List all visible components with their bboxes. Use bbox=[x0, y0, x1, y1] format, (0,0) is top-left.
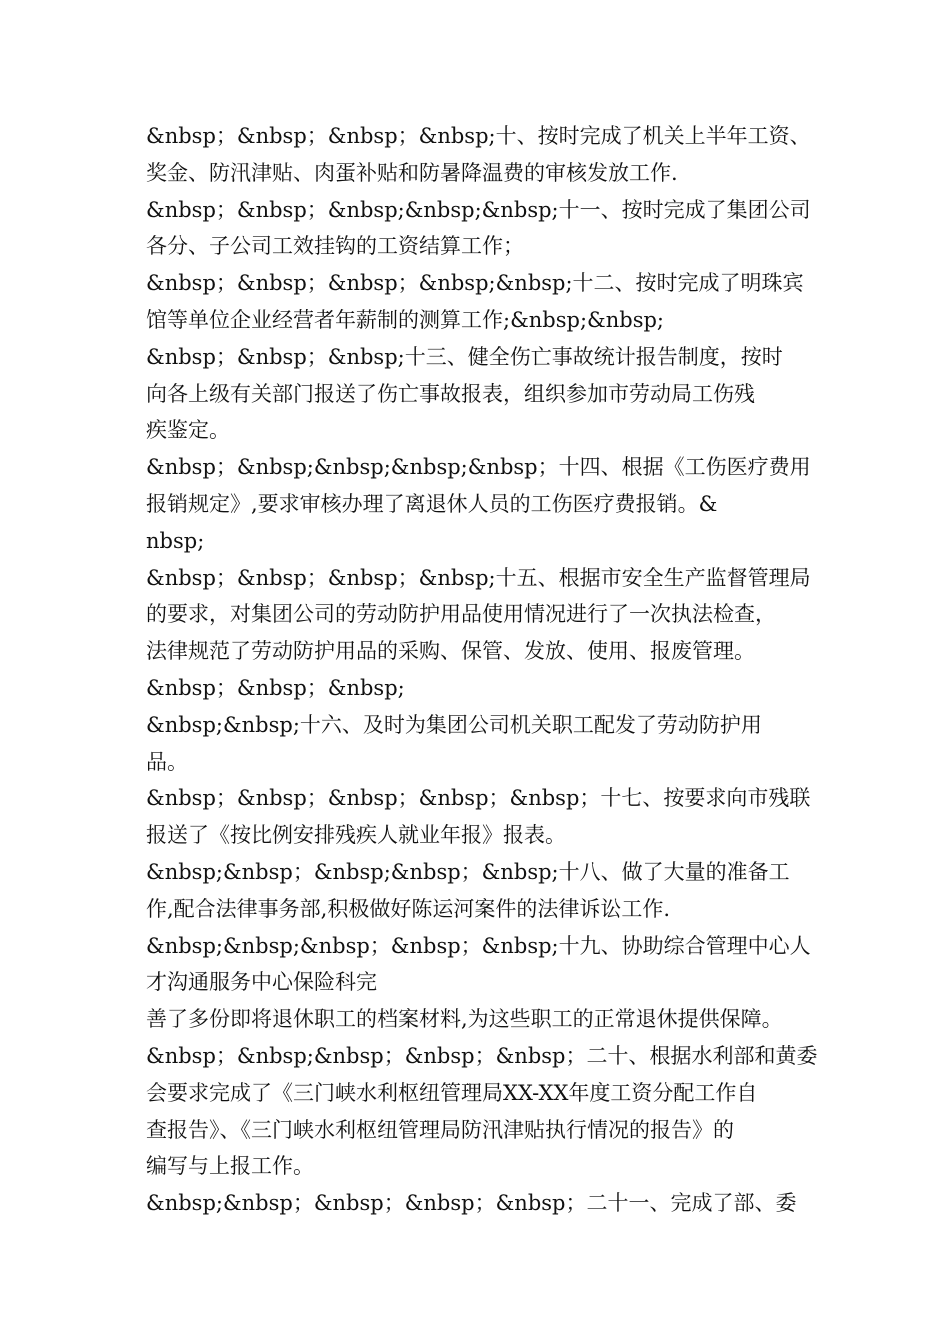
text-line: 才沟通服务中心保险科完 bbox=[146, 970, 377, 995]
text-line: 法律规范了劳动防护用品的采购、保管、发放、使用、报废管理。 bbox=[146, 639, 755, 664]
text-line: &nbsp；&nbsp；&nbsp；&nbsp；&nbsp；十七、按要求向市残联 bbox=[146, 786, 811, 811]
text-line: &nbsp；&nbsp;&nbsp；&nbsp；&nbsp；二十、根据水利部和黄委 bbox=[146, 1043, 818, 1068]
text-line: 品。 bbox=[146, 749, 188, 774]
text-line: 作,配合法律事务部,积极做好陈运河案件的法律诉讼工作. bbox=[146, 896, 671, 921]
text-line: &nbsp；&nbsp；&nbsp；&nbsp;十、按时完成了机关上半年工资、 bbox=[146, 124, 811, 148]
text-line: &nbsp；&nbsp；&nbsp;&nbsp;&nbsp;十一、按时完成了集团公司 bbox=[146, 197, 811, 222]
text-line: &nbsp；&nbsp；&nbsp；&nbsp;十五、根据市安全生产监督管理局 bbox=[146, 565, 811, 590]
text-line: 馆等单位企业经营者年薪制的测算工作;&nbsp;&nbsp; bbox=[146, 307, 664, 332]
text-line: 报送了《按比例安排残疾人就业年报》报表。 bbox=[146, 823, 566, 848]
text-line: &nbsp；&nbsp；&nbsp;十三、健全伤亡事故统计报告制度，按时 bbox=[146, 344, 783, 369]
document-body bbox=[146, 118, 826, 1222]
text-line: 编写与上报工作。 bbox=[146, 1154, 314, 1179]
text-line: 奖金、防汛津贴、肉蛋补贴和防暑降温费的审核发放工作. bbox=[146, 160, 678, 185]
text-line: nbsp; bbox=[146, 528, 205, 553]
text-line: 的要求，对集团公司的劳动防护用品使用情况进行了一次执法检查， bbox=[146, 602, 776, 627]
text-line: 各分、子公司工效挂钩的工资结算工作； bbox=[146, 234, 524, 259]
text-line: &nbsp;&nbsp;&nbsp；&nbsp；&nbsp;十九、协助综合管理中心人 bbox=[146, 933, 811, 958]
text-line: 报销规定》,要求审核办理了离退休人员的工伤医疗费报销。& bbox=[146, 491, 718, 516]
text-line: &nbsp；&nbsp;&nbsp;&nbsp;&nbsp；十四、根据《工伤医疗费用 bbox=[146, 455, 811, 480]
text-line: 善了多份即将退休职工的档案材料,为这些职工的正常退休提供保障。 bbox=[146, 1007, 783, 1032]
text-line: 向各上级有关部门报送了伤亡事故报表，组织参加市劳动局工伤残 bbox=[146, 381, 755, 406]
text-line: &nbsp；&nbsp；&nbsp；&nbsp;&nbsp;十二、按时完成了明珠宾 bbox=[146, 271, 804, 296]
text-line: 会要求完成了《三门峡水利枢纽管理局XX-XX年度工资分配工作自 bbox=[146, 1080, 758, 1105]
text-line: &nbsp;&nbsp;十六、及时为集团公司机关职工配发了劳动防护用 bbox=[146, 712, 762, 737]
text-line: 疾鉴定。 bbox=[146, 418, 230, 443]
text-line: 查报告》、《三门峡水利枢纽管理局防汛津贴执行情况的报告》的 bbox=[146, 1117, 734, 1142]
text-line: &nbsp;&nbsp；&nbsp;&nbsp；&nbsp;十八、做了大量的准备工 bbox=[146, 859, 790, 884]
text-line: &nbsp；&nbsp；&nbsp; bbox=[146, 675, 405, 700]
text-line: &nbsp;&nbsp；&nbsp；&nbsp；&nbsp；二十一、完成了部、委 bbox=[146, 1191, 797, 1216]
